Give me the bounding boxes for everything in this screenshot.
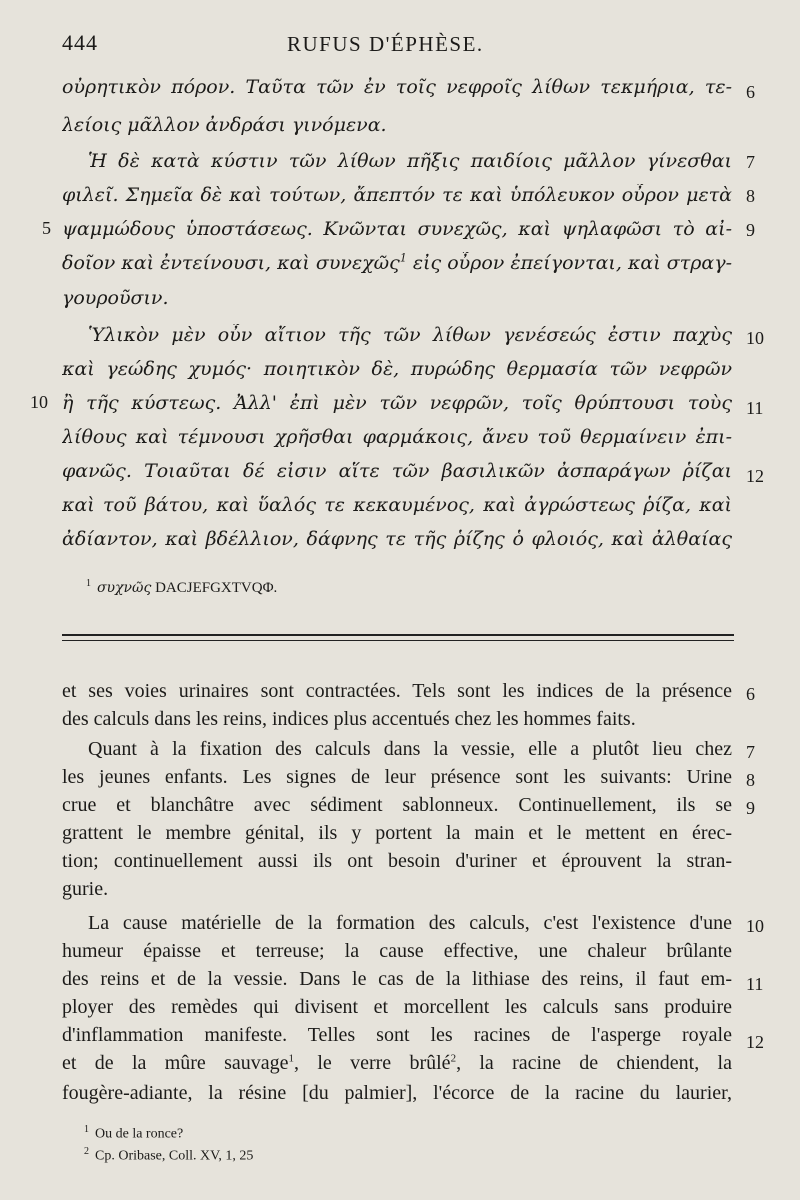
french-line: Quant à la fixation des calculs dans la vessie, elle a plutôt lieu chez <box>88 738 732 760</box>
footnote-number: 2 <box>84 1146 89 1157</box>
greek-line: ψαμμώδους ὑποστάσεως. Κνῶνται συνεχῶς, καὶ ψηλαφῶσι τὸ αἰ- <box>62 218 732 240</box>
french-line: fougère-adiante, la résine [du palmier], l'écorce de la racine du laurier, <box>62 1082 732 1104</box>
greek-line: φανῶς. Τοιαῦται δέ εἰσιν αἵτε τῶν βασιλικῶν ἀσπαράγων ῥίζαι <box>62 460 732 482</box>
french-line: les jeunes enfants. Les signes de leur présence sont les suivants: Urine <box>62 766 732 788</box>
french-line <box>62 1052 732 1075</box>
greek-line-text: εἰς οὖρον ἐπείγονται, καὶ στραγ- <box>406 252 732 274</box>
running-title: RUFUS D'ÉPHÈSE. <box>287 32 484 56</box>
greek-footnote <box>86 578 277 597</box>
footnote-ref: 2 <box>450 1052 457 1065</box>
footnote-text: Ou de la ronce? <box>95 1126 184 1142</box>
french-footnote <box>84 1124 183 1143</box>
greek-line <box>62 252 732 274</box>
greek-line: ἢ τῆς κύστεως. Ἀλλ' ἐπὶ μὲν τῶν νεφρῶν, τοῖς θρύπτουσι τοὺς <box>62 392 732 414</box>
footnote-word: συχνῶς <box>97 580 152 596</box>
french-line-text: et de la mûre sauvage <box>62 1052 289 1074</box>
footnote-ref: 1 <box>399 252 407 265</box>
section-number: 10 <box>746 916 764 936</box>
footnote-number: 1 <box>84 1124 89 1135</box>
section-number: 12 <box>746 466 764 486</box>
french-footnote <box>84 1146 253 1165</box>
french-line: grattent le membre génital, ils y portent la main et le mettent en érec- <box>62 822 732 844</box>
french-line: des reins et de la vessie. Dans le cas de la lithiase des reins, il faut em- <box>62 968 732 990</box>
french-line-text: , le verre brûlé <box>294 1052 451 1074</box>
french-line: tion; continuellement aussi ils ont besoin d'uriner et éprouvent la stran- <box>62 850 732 872</box>
greek-line: λείοις μᾶλλον ἀνδράσι γινόμενα. <box>62 114 387 136</box>
french-line: gurie. <box>62 878 109 900</box>
greek-line: φιλεῖ. Σημεῖα δὲ καὶ τούτων, ἄπεπτόν τε καὶ ὑπόλευκον οὖρον μετὰ <box>62 184 732 206</box>
french-line-text: , la racine de chiendent, la <box>456 1052 732 1074</box>
french-line: La cause matérielle de la formation des calculs, c'est l'existence d'une <box>88 912 732 934</box>
french-line: des calculs dans les reins, indices plus accentués chez les hommes faits. <box>62 708 636 730</box>
greek-line: καὶ γεώδης χυμός· ποιητικὸν δὲ, πυρώδης θερμασία τῶν νεφρῶν <box>62 358 732 380</box>
section-number: 7 <box>746 152 755 172</box>
section-number: 8 <box>746 186 755 206</box>
footnote-ref: 1 <box>288 1052 295 1065</box>
line-number: 5 <box>42 218 51 238</box>
greek-line: ἀδίαντον, καὶ βδέλλιον, δάφνης τε τῆς ῥίζης ὁ φλοιός, καὶ ἀλθαίας <box>62 528 732 550</box>
section-number: 9 <box>746 798 755 818</box>
greek-line-text: δοῖον καὶ ἐντείνουσι, καὶ συνεχῶς <box>62 252 400 274</box>
footnote-text: Cp. Oribase, Coll. XV, 1, 25 <box>95 1148 254 1164</box>
greek-line: λίθους καὶ τέμνουσι χρῆσθαι φαρμάκοις, ἄνευ τοῦ θερμαίνειν ἐπι- <box>62 426 732 448</box>
french-line: humeur épaisse et terreuse; la cause effective, une chaleur brûlante <box>62 940 732 962</box>
french-line: ployer des remèdes qui divisent et morcellent les calculs sans produire <box>62 996 732 1018</box>
section-number: 8 <box>746 770 755 790</box>
french-line: crue et blanchâtre avec sédiment sablonneux. Continuellement, ils se <box>62 794 732 816</box>
french-line: et ses voies urinaires sont contractées. Tels sont les indices de la présence <box>62 680 732 702</box>
section-divider <box>62 640 734 641</box>
section-number: 6 <box>746 684 755 704</box>
line-number: 10 <box>30 392 48 412</box>
page-header <box>62 30 742 60</box>
section-number: 10 <box>746 328 764 348</box>
footnote-sigla: DACJEFGXTVQΦ. <box>155 580 278 596</box>
section-number: 7 <box>746 742 755 762</box>
greek-line: Ἡ δὲ κατὰ κύστιν τῶν λίθων πῆξις παιδίοις μᾶλλον γίνεσθαι <box>88 150 732 172</box>
greek-line: οὐρητικὸν πόρον. Ταῦτα τῶν ἐν τοῖς νεφροῖς λίθων τεκμήρια, τε- <box>62 76 732 98</box>
greek-line: Ὑλικὸν μὲν οὖν αἴτιον τῆς τῶν λίθων γενέσεώς ἐστιν παχὺς <box>88 324 732 346</box>
section-number: 6 <box>746 82 755 102</box>
page-number: 444 <box>62 30 98 55</box>
section-number: 11 <box>746 974 764 994</box>
greek-line: γουροῦσιν. <box>62 287 169 309</box>
section-number: 11 <box>746 398 764 418</box>
section-number: 9 <box>746 220 755 240</box>
footnote-number: 1 <box>86 578 91 589</box>
section-divider <box>62 634 734 636</box>
french-line: d'inflammation manifeste. Telles sont les racines de l'asperge royale <box>62 1024 732 1046</box>
greek-line: καὶ τοῦ βάτου, καὶ ὕαλός τε κεκαυμένος, καὶ ἀγρώστεως ῥίζα, καὶ <box>62 494 732 516</box>
section-number: 12 <box>746 1032 764 1052</box>
